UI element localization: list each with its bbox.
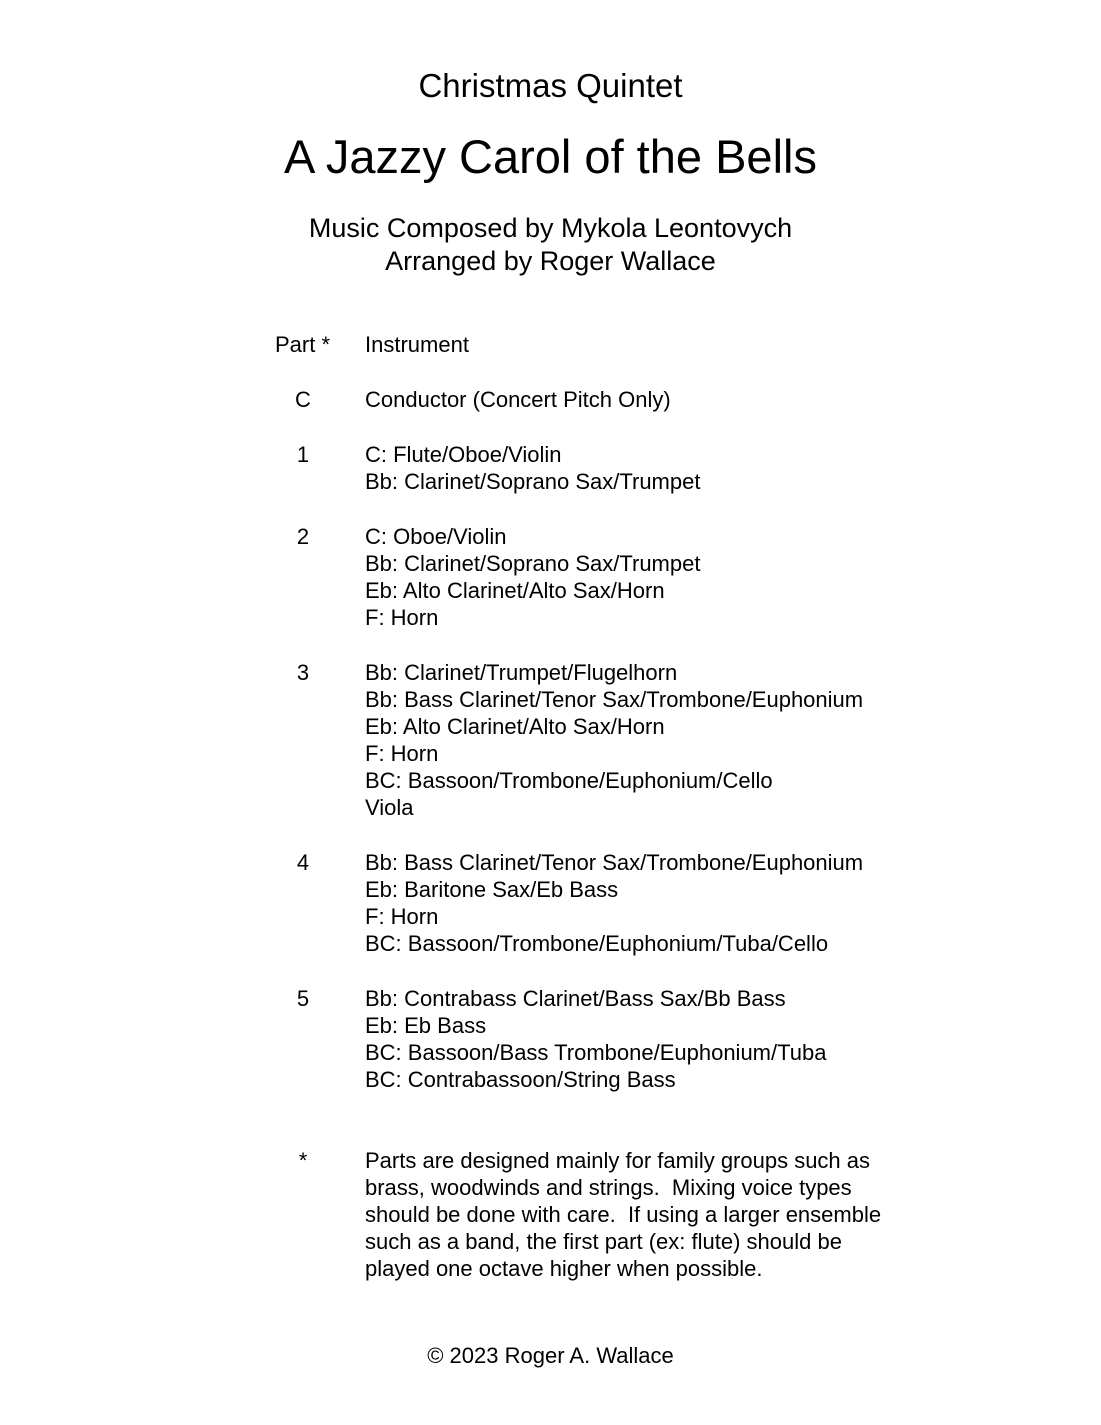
part-label: 3 <box>296 660 310 685</box>
table-row <box>275 849 1101 957</box>
table-header-row <box>275 331 1101 358</box>
instrument-line: C: Flute/Oboe/Violin <box>365 442 562 467</box>
instrument-line: BC: Bassoon/Bass Trombone/Euphonium/Tuba <box>365 1040 827 1065</box>
page-title: A Jazzy Carol of the Bells <box>284 130 817 183</box>
part-column-header: Part * <box>275 332 331 357</box>
table-row <box>275 985 1101 1093</box>
instrument-lines <box>365 659 1101 821</box>
part-label: 1 <box>296 442 310 467</box>
credits-block <box>0 212 1101 278</box>
parts-instrumentation-table <box>275 331 1101 1282</box>
instrument-line: Bb: Clarinet/Soprano Sax/Trumpet <box>365 469 701 494</box>
instrument-line: C: Oboe/Violin <box>365 524 507 549</box>
instrument-line: BC: Bassoon/Trombone/Euphonium/Cello <box>365 768 773 793</box>
instrument-line: Conductor (Concert Pitch Only) <box>365 387 671 412</box>
instrument-line: Bb: Clarinet/Soprano Sax/Trumpet <box>365 551 701 576</box>
instrument-line: Eb: Eb Bass <box>365 1013 487 1038</box>
instrument-line: BC: Contrabassoon/String Bass <box>365 1067 676 1092</box>
series-title: Christmas Quintet <box>418 67 683 104</box>
instrument-line: Eb: Alto Clarinet/Alto Sax/Horn <box>365 578 665 603</box>
table-row <box>275 523 1101 631</box>
composer-line: Music Composed by Mykola Leontovych <box>308 213 793 243</box>
arranger-line: Arranged by Roger Wallace <box>385 246 716 276</box>
document-footer <box>0 1342 1101 1369</box>
instrument-line: Viola <box>365 795 414 820</box>
part-label: C <box>295 387 311 412</box>
instrument-lines <box>365 985 1101 1093</box>
instrument-line: BC: Bassoon/Trombone/Euphonium/Tuba/Cello <box>365 931 829 956</box>
instrument-line: Bb: Clarinet/Trumpet/Flugelhorn <box>365 660 678 685</box>
instrument-line: F: Horn <box>365 605 439 630</box>
instrument-line: Bb: Bass Clarinet/Tenor Sax/Trombone/Euphonium <box>365 687 864 712</box>
table-rows-container <box>275 386 1101 1093</box>
table-row <box>275 659 1101 821</box>
instrument-lines <box>365 523 1101 631</box>
document-header <box>0 0 1101 278</box>
instrument-line: F: Horn <box>365 741 439 766</box>
instrument-lines <box>365 849 1101 957</box>
part-label: 4 <box>296 850 310 875</box>
instrument-column-header: Instrument <box>365 332 469 357</box>
instrument-line: Eb: Alto Clarinet/Alto Sax/Horn <box>365 714 665 739</box>
footnote-marker: * <box>298 1148 308 1173</box>
footnote-text: Parts are designed mainly for family groups such as brass, woodwinds and strings. Mixing voice types should be done with care. If using a larger ensemble such as a band, the first part (ex: flute) should be played one octave higher when possible. <box>365 1148 888 1281</box>
instrument-lines <box>365 441 1101 495</box>
footnote-row <box>275 1147 1101 1282</box>
table-row <box>275 441 1101 495</box>
part-label: 2 <box>296 524 310 549</box>
instrument-line: Bb: Bass Clarinet/Tenor Sax/Trombone/Euphonium <box>365 850 864 875</box>
instrument-line: Bb: Contrabass Clarinet/Bass Sax/Bb Bass <box>365 986 786 1011</box>
part-label: 5 <box>296 986 310 1011</box>
instrument-lines <box>365 386 1101 413</box>
instrument-line: Eb: Baritone Sax/Eb Bass <box>365 877 619 902</box>
instrument-line: F: Horn <box>365 904 439 929</box>
table-row <box>275 386 1101 413</box>
copyright-line: © 2023 Roger A. Wallace <box>427 1343 674 1368</box>
